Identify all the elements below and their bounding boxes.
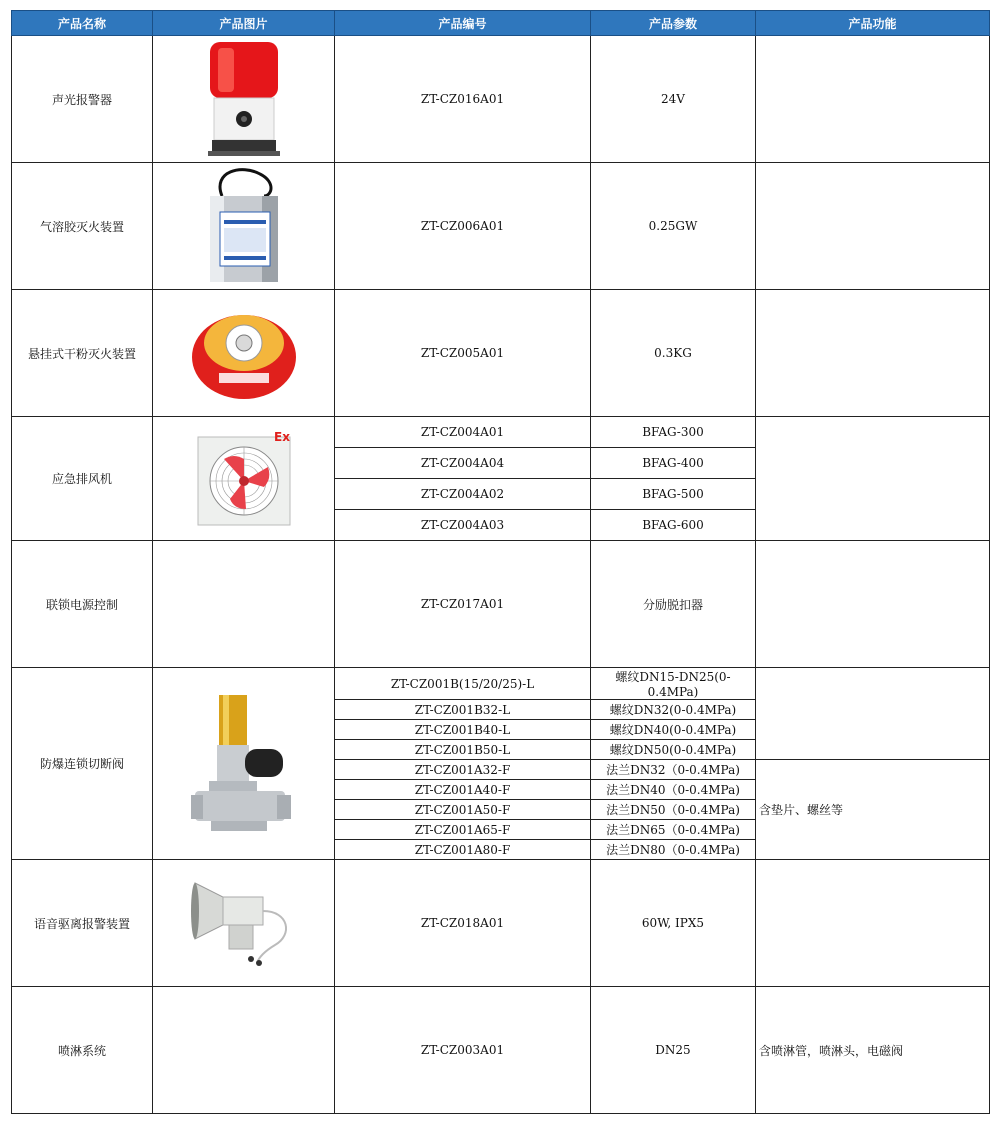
table-header-row	[12, 11, 990, 36]
product-code: ZT-CZ004A01	[335, 417, 591, 448]
product-param: 法兰DN65（0-0.4MPa)	[591, 820, 756, 840]
product-param: DN25	[591, 987, 756, 1114]
product-param: 法兰DN80（0-0.4MPa)	[591, 840, 756, 860]
product-code: ZT-CZ001A40-F	[335, 780, 591, 800]
product-code: ZT-CZ004A02	[335, 479, 591, 510]
table-row	[12, 987, 990, 1114]
product-image-cell	[153, 541, 335, 668]
product-code: ZT-CZ001B40-L	[335, 720, 591, 740]
product-param: 60W, IPX5	[591, 860, 756, 987]
product-code: ZT-CZ017A01	[335, 541, 591, 668]
product-param: 螺纹DN40(0-0.4MPa)	[591, 720, 756, 740]
table-row	[12, 860, 990, 987]
header-code: 产品编号	[335, 11, 591, 36]
aerosol-extinguisher-canister-image	[202, 166, 286, 286]
table-row	[12, 290, 990, 417]
product-table	[11, 10, 990, 1114]
product-function	[756, 860, 990, 987]
product-param: 法兰DN40（0-0.4MPa)	[591, 780, 756, 800]
product-function: 含喷淋管，喷淋头，电磁阀	[756, 987, 990, 1114]
product-code: ZT-CZ001A32-F	[335, 760, 591, 780]
product-function: 含垫片、螺丝等	[756, 760, 990, 860]
product-image-cell	[153, 987, 335, 1114]
product-function	[756, 417, 990, 541]
product-image-cell	[153, 163, 335, 290]
product-name: 喷淋系统	[12, 987, 153, 1114]
red-rotating-alarm-light-image	[204, 40, 284, 158]
product-param: BFAG-400	[591, 448, 756, 479]
product-param: 螺纹DN50(0-0.4MPa)	[591, 740, 756, 760]
product-image-cell	[153, 417, 335, 541]
product-param: 24V	[591, 36, 756, 163]
table-row	[12, 36, 990, 163]
product-name: 语音驱离报警装置	[12, 860, 153, 987]
table-row	[12, 541, 990, 668]
product-function	[756, 290, 990, 417]
product-image-cell	[153, 36, 335, 163]
explosion-proof-solenoid-valve-image	[189, 689, 299, 839]
product-code: ZT-CZ001B50-L	[335, 740, 591, 760]
product-name: 声光报警器	[12, 36, 153, 163]
product-param: 法兰DN50（0-0.4MPa)	[591, 800, 756, 820]
product-code: ZT-CZ001B32-L	[335, 700, 591, 720]
product-param: 0.25GW	[591, 163, 756, 290]
horn-loudspeaker-image	[189, 875, 299, 971]
product-image-cell	[153, 860, 335, 987]
product-name: 防爆连锁切断阀	[12, 668, 153, 860]
product-code: ZT-CZ018A01	[335, 860, 591, 987]
product-function	[756, 163, 990, 290]
table-row	[12, 163, 990, 290]
table-row	[12, 668, 990, 700]
product-param: 螺纹DN32(0-0.4MPa)	[591, 700, 756, 720]
product-code: ZT-CZ004A03	[335, 510, 591, 541]
product-function	[756, 541, 990, 668]
product-param: 法兰DN32（0-0.4MPa)	[591, 760, 756, 780]
product-code: ZT-CZ001A50-F	[335, 800, 591, 820]
product-code: ZT-CZ001B(15/20/25)-L	[335, 668, 591, 700]
product-param: BFAG-300	[591, 417, 756, 448]
product-name: 联锁电源控制	[12, 541, 153, 668]
product-function	[756, 36, 990, 163]
product-param: 0.3KG	[591, 290, 756, 417]
product-code: ZT-CZ001A65-F	[335, 820, 591, 840]
header-image: 产品图片	[153, 11, 335, 36]
product-code: ZT-CZ005A01	[335, 290, 591, 417]
product-code: ZT-CZ006A01	[335, 163, 591, 290]
explosion-proof-exhaust-fan-image	[194, 429, 294, 529]
product-param: BFAG-500	[591, 479, 756, 510]
table-row	[12, 417, 990, 448]
product-image-cell	[153, 290, 335, 417]
product-code: ZT-CZ004A04	[335, 448, 591, 479]
product-param: 分励脱扣器	[591, 541, 756, 668]
product-code: ZT-CZ001A80-F	[335, 840, 591, 860]
product-image-cell	[153, 668, 335, 860]
product-code: ZT-CZ003A01	[335, 987, 591, 1114]
product-code: ZT-CZ016A01	[335, 36, 591, 163]
product-param: 螺纹DN15-DN25(0-0.4MPa)	[591, 668, 756, 700]
product-name: 应急排风机	[12, 417, 153, 541]
header-function: 产品功能	[756, 11, 990, 36]
product-name: 悬挂式干粉灭火装置	[12, 290, 153, 417]
header-name: 产品名称	[12, 11, 153, 36]
header-param: 产品参数	[591, 11, 756, 36]
product-name: 气溶胶灭火装置	[12, 163, 153, 290]
hanging-dry-powder-extinguisher-image	[189, 303, 299, 403]
product-function	[756, 668, 990, 760]
product-param: BFAG-600	[591, 510, 756, 541]
ex-mark-text: Ex	[273, 429, 290, 444]
